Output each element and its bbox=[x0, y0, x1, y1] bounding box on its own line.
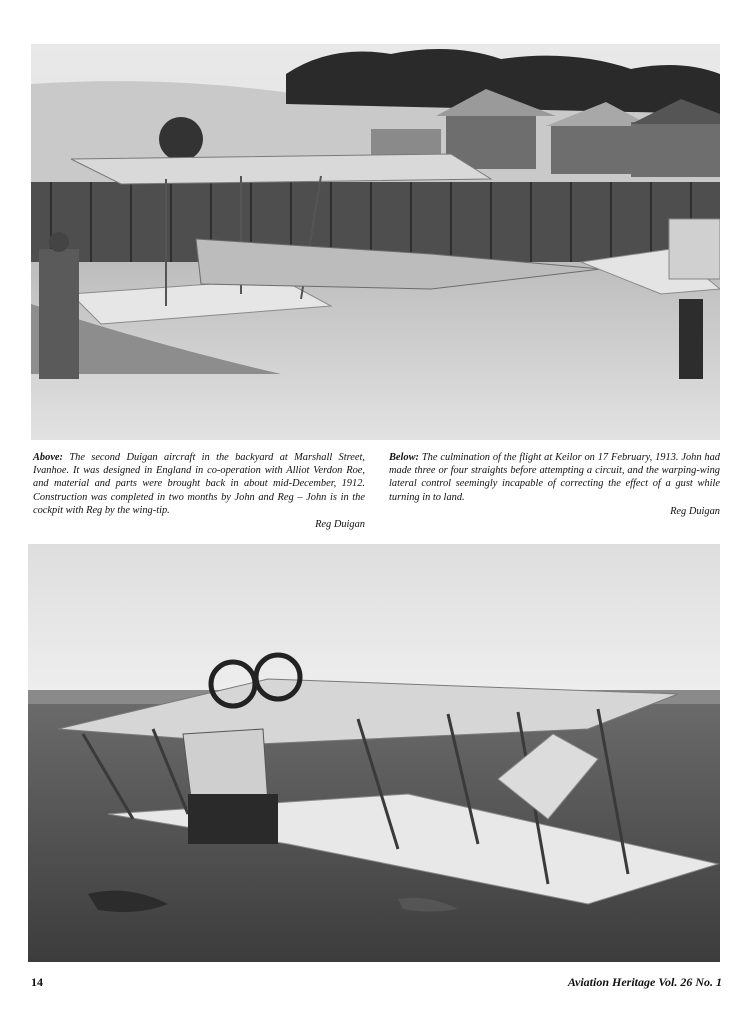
caption-above bbox=[33, 451, 365, 531]
caption-below-credit: Reg Duigan bbox=[670, 505, 720, 517]
caption-below-text: The culmination of the flight at Keilor on 17 February, 1913. John had made three or four straights before attempting a circuit, and the warping-wing lateral control seemingly incapable of correcting the effect of a gust while turning in to land. bbox=[389, 452, 720, 503]
caption-above-credit: Reg Duigan bbox=[315, 519, 365, 531]
caption-above-lead: Above: bbox=[33, 452, 64, 463]
caption-below bbox=[389, 451, 720, 518]
photo-crashed-aircraft-keilor bbox=[28, 544, 720, 962]
caption-below-lead: Below: bbox=[389, 452, 420, 463]
journal-title: Aviation Heritage Vol. 26 No. 1 bbox=[567, 975, 722, 989]
photo-backyard-image bbox=[31, 44, 720, 440]
photo-duigan-aircraft-backyard bbox=[31, 44, 720, 440]
photo-crash-image bbox=[28, 544, 720, 962]
page-number: 14 bbox=[31, 975, 43, 989]
caption-above-text: The second Duigan aircraft in the backyard at Marshall Street, Ivanhoe. It was designed in England in co-operation with Alliot Verdon Roe, and material and parts were brought back in about mid-December, 1912. Construction was completed in two months by John and Reg – John is in the cockpit with Reg by the wing-tip. bbox=[33, 452, 365, 516]
